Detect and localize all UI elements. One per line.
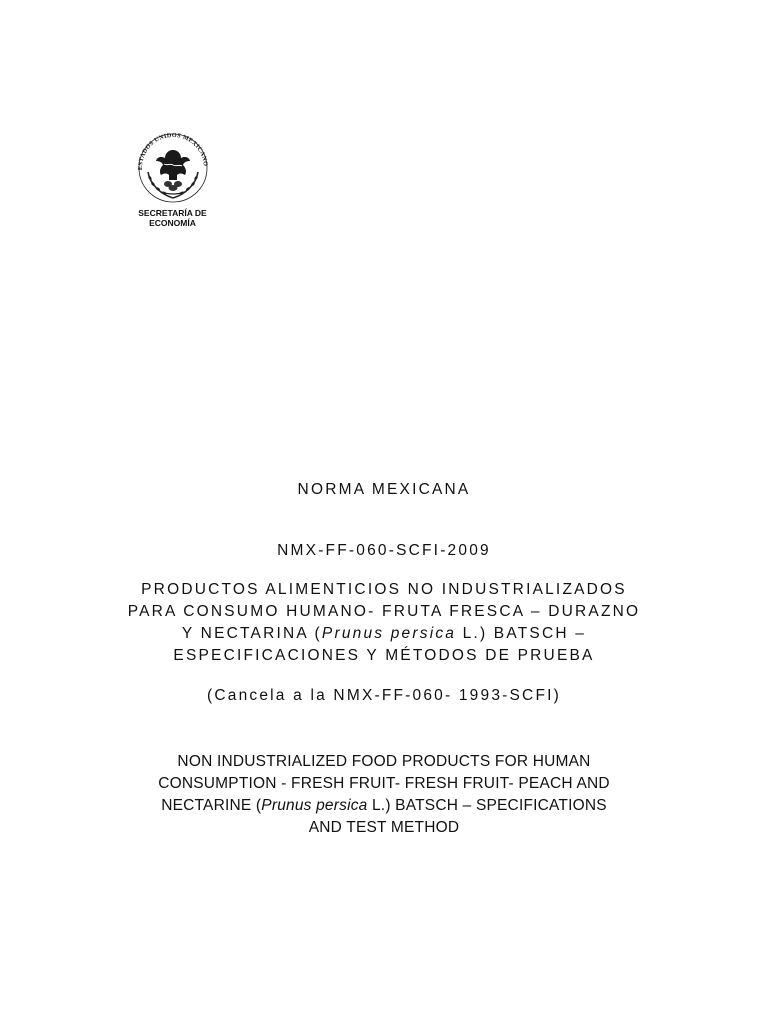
standard-code xyxy=(0,540,768,562)
document-type-title xyxy=(0,479,768,501)
english-title-line1: NON INDUSTRIALIZED FOOD PRODUCTS FOR HUMAN xyxy=(177,753,591,770)
english-title-line3-pre: NECTARINE ( xyxy=(161,797,262,814)
ministry-caption-line1: SECRETARÍA DE xyxy=(138,208,207,218)
spanish-title-line3-pre: Y NECTARINA ( xyxy=(181,625,322,642)
spanish-title-line4: ESPECIFICACIONES Y MÉTODOS DE PRUEBA xyxy=(173,647,595,664)
spanish-title-line1: PRODUCTOS ALIMENTICIOS NO INDUSTRIALIZADOS xyxy=(141,581,627,598)
spanish-title-line2: PARA CONSUMO HUMANO- FRUTA FRESCA – DURAZNO xyxy=(127,603,641,620)
english-title xyxy=(0,751,768,839)
standard-code-text: NMX-FF-060-SCFI-2009 xyxy=(277,542,491,559)
spanish-title-line3-post: L.) BATSCH – xyxy=(456,625,587,642)
english-title-species: Prunus persica xyxy=(261,797,368,814)
ministry-caption xyxy=(120,208,225,228)
cancels-note xyxy=(0,685,768,707)
spanish-title-species: Prunus persica xyxy=(321,625,457,642)
english-title-line3-post: L.) BATSCH – SPECIFICATIONS xyxy=(367,797,607,814)
svg-text:ESTADOS UNIDOS MEXICANOS: ESTADOS UNIDOS MEXICANO xyxy=(136,131,209,171)
spanish-title-line3 xyxy=(0,623,768,645)
document-type-title-text: NORMA MEXICANA xyxy=(297,481,471,498)
english-title-line4: AND TEST METHOD xyxy=(308,819,460,836)
english-title-line2: CONSUMPTION - FRESH FRUIT- FRESH FRUIT- PEACH AND xyxy=(158,775,610,792)
spanish-title xyxy=(0,579,768,667)
ministry-caption-line2: ECONOMÍA xyxy=(149,218,196,228)
ministry-header xyxy=(120,128,225,228)
cancels-note-text: (Cancela a la NMX-FF-060- 1993-SCFI) xyxy=(207,687,561,704)
coat-of-arms-seal-icon xyxy=(132,128,214,204)
english-title-line3 xyxy=(0,795,768,817)
